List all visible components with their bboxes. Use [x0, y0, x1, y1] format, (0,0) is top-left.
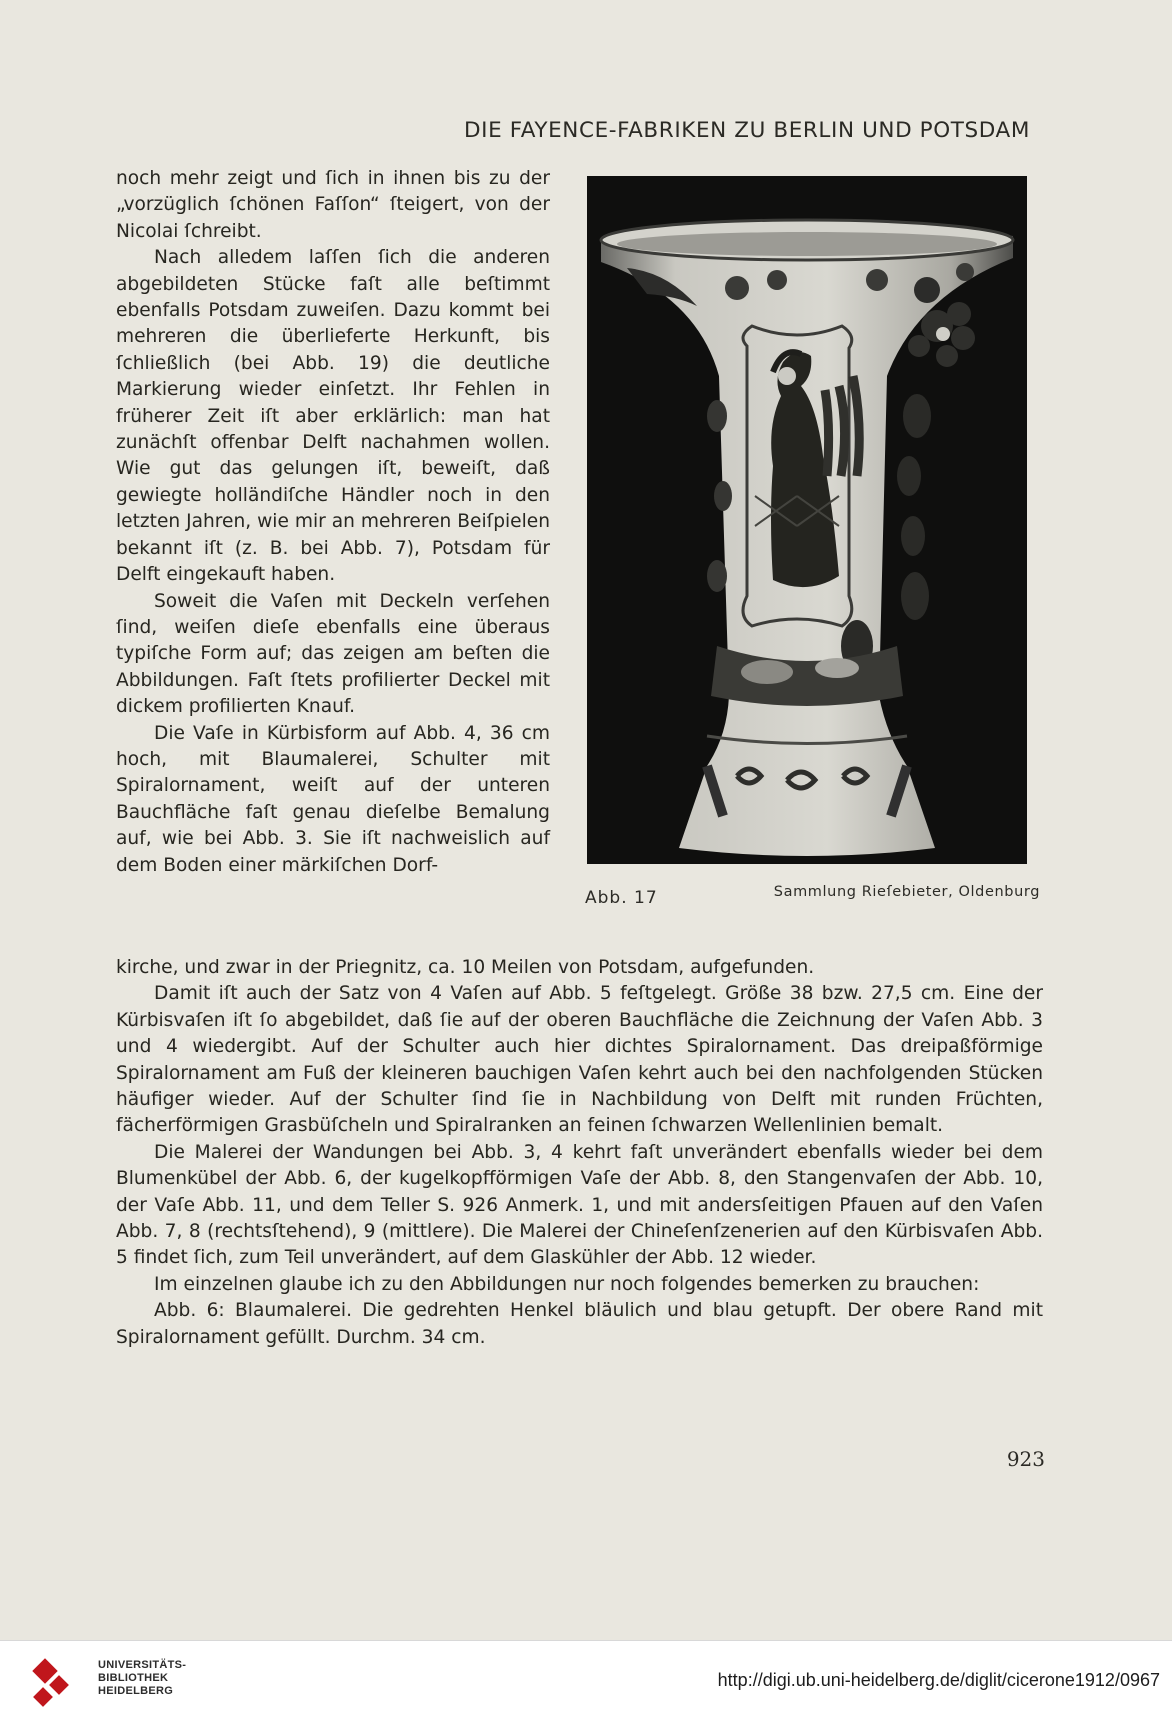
paragraph-5: Damit iſt auch der Satz von 4 Vaſen auf Abb. 5 feſtgelegt. Größe 38 bzw. 27,5 cm. Eine der Kürbisvaſen iſt ſo abgebildet, daß ſie auf der oberen Bauchfläche die Zeichnung der Vaſen Abb. 3 und 4 wiedergibt. Auf der Schulter auch hier dichtes Spiralornament. Das dreipaßförmige Spiralornament am Fuß der kleineren bauchigen Vaſen kehrt auch bei den nachfolgenden Stücken häufiger wieder. Auf der Schulter ſind ſie in Nachbildung von Delft mit runden Früchten, fächerförmigen Grasbüſcheln und Spiralranken an feinen ſchwarzen Wellenlinien bemalt. [116, 983, 1043, 1137]
footer-bar [0, 1640, 1172, 1725]
paragraph-4-continued: kirche, und zwar in der Priegnitz, ca. 10 Meilen von Potsdam, aufgefunden. [116, 957, 815, 978]
page-number: 923 [1006, 1447, 1045, 1471]
paragraph-3: Soweit die Vaſen mit Deckeln verſehen ſind, weiſen dieſe ebenfalls eine überaus typiſche Form auf; das zeigen am beſten die Abbildungen. Faſt ſtets profilierter Deckel mit dickem profilierten Knauf. [116, 590, 550, 718]
figure-credit: Sammlung Rieſebieter, Oldenburg [773, 884, 1040, 900]
permalink-url[interactable]: http://digi.ub.uni-heidelberg.de/diglit/cicerone1912/0967 [717, 1670, 1160, 1690]
vase-photograph [587, 176, 1027, 864]
library-name [98, 1659, 186, 1698]
library-name-line-2: BIBLIOTHEK [98, 1672, 169, 1684]
vase-illustration [587, 176, 1027, 864]
full-width-text [116, 955, 1043, 1351]
paragraph-7: Im einzelnen glaube ich zu den Abbildungen nur noch folgendes bemerken zu brauchen: [154, 1273, 980, 1295]
figure-caption: Abb. 17 [585, 888, 658, 908]
paragraph-1: noch mehr zeigt und ſich in ihnen bis zu der „vorzüglich ſchönen Faſſon“ ſteigert, von der Nicolai ſchreibt. [116, 168, 550, 242]
library-name-line-3: HEIDELBERG [98, 1685, 174, 1697]
running-header: DIE FAYENCE-FABRIKEN ZU BERLIN UND POTSDAM [464, 118, 1030, 143]
paragraph-6: Die Malerei der Wandungen bei Abb. 3, 4 kehrt faſt unverändert ebenfalls wieder bei dem Blumenkübel der Abb. 6, der kugelkopfförmigen Vaſe der Abb. 8, den Stangenvaſen der Abb. 10, der Vaſe Abb. 11, und dem Teller S. 926 Anmerk. 1, und mit andersſeitigen Pfauen auf den Vaſen Abb. 7, 8 (rechtsſtehend), 9 (mittlere). Die Malerei der Chineſenſzenerien auf den Kürbisvaſen Abb. 5 findet ſich, zum Teil unverändert, auf dem Glaskühler der Abb. 12 wieder. [116, 1141, 1043, 1269]
text-column [116, 166, 550, 879]
paragraph-8: Abb. 6: Blaumalerei. Die gedrehten Henkel bläulich und blau getupft. Der obere Rand mit Spiralornament gefüllt. Durchm. 34 cm. [116, 1300, 1043, 1348]
paragraph-4: Die Vaſe in Kürbisform auf Abb. 4, 36 cm hoch, mit Blaumalerei, Schulter mit Spiralornament, weiſt auf der unteren Bauchfläche faſt genau dieſelbe Bemalung auf, wie bei Abb. 3. Sie iſt nachweislich auf dem Boden einer märkiſchen Dorf- [116, 722, 550, 876]
library-name-line-1: UNIVERSITÄTS- [98, 1659, 187, 1671]
paragraph-2: Nach alledem laſſen ſich die anderen abgebildeten Stücke faſt alle beſtimmt ebenfalls Potsdam zuweiſen. Dazu kommt bei mehreren die überlieferte Herkunft, bis ſchließlich (bei Abb. 19) die deutliche Markierung wieder einſetzt. Ihr Fehlen in früherer Zeit iſt aber erklärlich: man hat zunächſt offenbar Delft nachahmen wollen. Wie gut das gelungen iſt, beweiſt, daß gewiegte holländiſche Händler noch in den letzten Jahren, wie mir an mehreren Beiſpielen bekannt iſt (z. B. bei Abb. 7), Potsdam für Delft eingekauft haben. [116, 247, 550, 586]
university-library-logo-icon [30, 1656, 90, 1711]
